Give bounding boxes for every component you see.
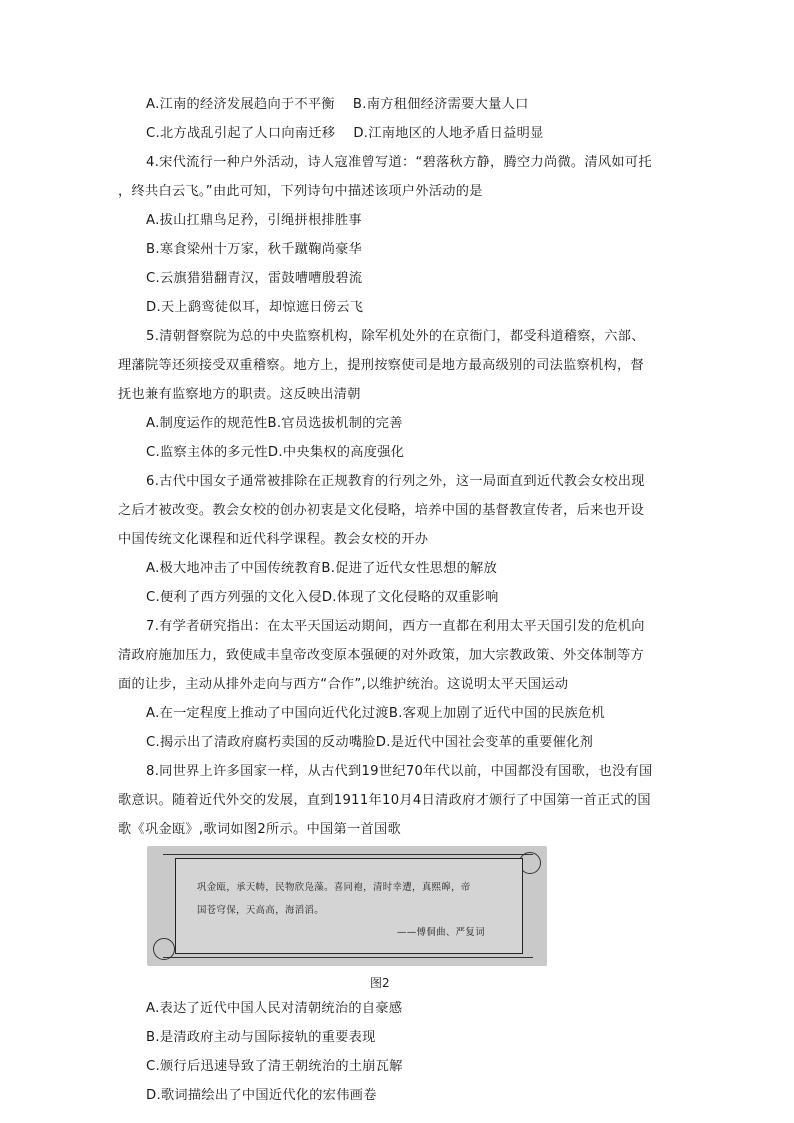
q4-stem-line-2: ，终共白云飞。”由此可知，下列诗句中描述该项户外活动的是 bbox=[118, 184, 483, 199]
q8-option-a: A.表达了近代中国人民对清朝统治的自豪感 bbox=[146, 1001, 403, 1016]
scroll-bottom-rod bbox=[163, 957, 533, 958]
figure-2-scroll-image bbox=[147, 846, 547, 966]
q5-options-cd: C.监察主体的多元性D.中央集权的高度强化 bbox=[146, 445, 405, 460]
q7-stem-line-1: 7.有学者研究指出：在太平天国运动期间，西方一直都在利用太平天国引发的危机向 bbox=[146, 619, 645, 634]
q3-option-d: D.江南地区的人地矛盾日益明显 bbox=[353, 126, 544, 141]
q3-options-row-2 bbox=[146, 125, 544, 143]
q5-stem-line-3: 抚也兼有监察地方的职责。这反映出清朝 bbox=[118, 387, 361, 402]
q6-stem-line-1: 6.古代中国女子通常被排除在正规教育的行列之外，这一局面直到近代教会女校出现 bbox=[146, 474, 645, 489]
q8-option-b: B.是清政府主动与国际接轨的重要表现 bbox=[146, 1030, 376, 1045]
q6-stem-line-2: 之后才被改变。教会女校的创办初衷是文化侵略，培养中国的基督教宣传者，后来也开设 bbox=[118, 503, 645, 518]
q4-option-b: B.寒食梁州十万家，秋千蹴鞠尚豪华 bbox=[146, 242, 363, 257]
q8-option-c: C.颁行后迅速导致了清王朝统治的土崩瓦解 bbox=[146, 1059, 403, 1074]
q5-stem-line-2: 理藩院等还须接受双重稽察。地方上，提刑按察使司是地方最高级别的司法监察机构，督 bbox=[118, 358, 645, 373]
q5-options-ab: A.制度运作的规范性B.官员选拔机制的完善 bbox=[146, 416, 403, 431]
q8-option-d: D.歌词描绘出了中国近代化的宏伟画卷 bbox=[146, 1088, 377, 1103]
q4-option-a: A.拔山扛鼎鸟足矜，引绳拼根排胜事 bbox=[146, 213, 362, 228]
q6-stem-line-3: 中国传统文化课程和近代科学课程。教会女校的开办 bbox=[118, 532, 429, 547]
figure-2-caption: 图2 bbox=[370, 976, 390, 990]
q3-options-row-1 bbox=[146, 96, 529, 114]
q6-options-ab: A.极大地冲击了中国传统教育B.促进了近代女性思想的解放 bbox=[146, 561, 498, 576]
q4-option-d: D.天上鹞鸾徒似耳，却惊遮日傍云飞 bbox=[146, 300, 364, 315]
q8-stem-line-1: 8.同世界上许多国家一样，从古代到19世纪70年代以前，中国都没有国歌，也没有国 bbox=[146, 764, 653, 779]
q7-stem-line-2: 清政府施加压力，致使咸丰皇帝改变原本强硬的对外政策，加大宗教政策、外交体制等方 bbox=[118, 648, 645, 663]
q3-option-c: C.北方战乱引起了人口向南迁移 bbox=[146, 126, 336, 141]
q7-options-ab: A.在一定程度上推动了中国向近代化过渡B.客观上加剧了近代中国的民族危机 bbox=[146, 706, 606, 721]
q4-stem-line-1: 4.宋代流行一种户外活动，诗人寇准曾写道：“碧落秋方静，腾空力尚微。清风如可托 bbox=[146, 155, 652, 170]
q5-stem-line-1: 5.清朝督察院为总的中央监察机构，除军机处外的在京衙门，都受科道稽察，六部、 bbox=[146, 329, 645, 344]
q7-options-cd: C.揭示出了清政府腐朽卖国的反动嘴脸D.是近代中国社会变革的重要催化剂 bbox=[146, 735, 594, 750]
q6-options-cd: C.便利了西方列强的文化入侵D.体现了文化侵略的双重影响 bbox=[146, 590, 499, 605]
q4-option-c: C.云旗猎猎翻青汉，雷鼓嘈嘈殷碧流 bbox=[146, 271, 363, 286]
q8-stem-line-2: 歌意识。随着近代外交的发展，直到1911年10月4日清政府才颁行了中国第一首正式的国 bbox=[118, 793, 651, 808]
scroll-curl-left bbox=[153, 938, 175, 960]
q7-stem-line-3: 面的让步，主动从排外走向与西方“合作”,以维护统治。这说明太平天国运动 bbox=[118, 677, 569, 692]
anthem-lyrics-line-1: 巩金瓯，承天帱，民物欣凫藻。喜同袍，清时幸遭，真熙皞，帝 bbox=[197, 882, 471, 893]
anthem-credit: ——傅侗曲、严复词 bbox=[397, 927, 485, 938]
q3-option-a: A.江南的经济发展趋向于不平衡 bbox=[146, 97, 335, 112]
scroll-top-rod bbox=[163, 854, 533, 855]
anthem-lyrics-line-2: 国苍穹保，天高高，海滔滔。 bbox=[197, 905, 325, 916]
q8-stem-line-3: 歌《巩金瓯》,歌词如图2所示。中国第一首国歌 bbox=[118, 822, 401, 837]
q3-option-b: B.南方租佃经济需要大量人口 bbox=[352, 97, 529, 112]
